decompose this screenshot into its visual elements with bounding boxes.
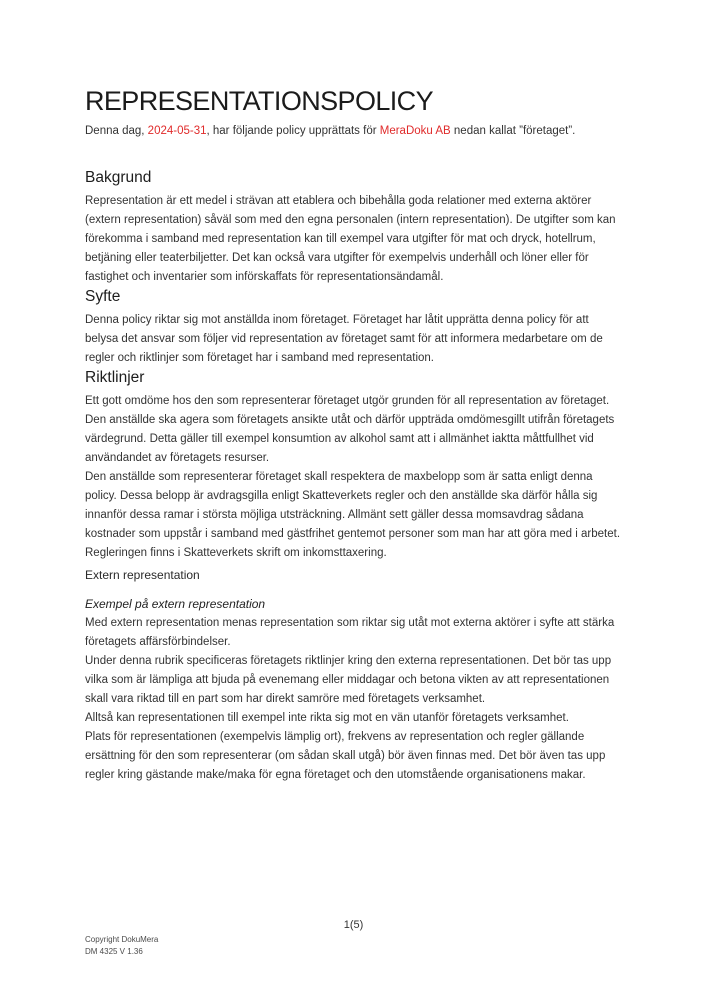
intro-text-3: nedan kallat ”företaget”. — [450, 125, 576, 137]
paragraph: Under denna rubrik specificeras företagets riktlinjer kring den externa representationen. Det bör tas upp vilka som är lämpliga att bjuda på evenemang eller middagar och betona vikten av att representationen skall vara riktad till en part som har direkt samröre med företagets verksamhet. — [85, 655, 612, 705]
document-page — [85, 86, 622, 785]
intro-line — [85, 122, 622, 141]
paragraph: Med extern representation menas representation som riktar sig utåt mot externa aktörer i syfte att stärka företagets affärsförbindelser. — [85, 617, 615, 648]
paragraph: Plats för representationen (exempelvis lämplig ort), frekvens av representation och regler gällande ersättning för den som representerar (om sådan skall utgå) bör även finnas med. Det bör även tas upp regler kring gästande make/maka för egna företaget och den utomstående organisationens makar. — [85, 731, 606, 781]
intro-text-1: Denna dag, — [85, 125, 148, 137]
document-title: REPRESENTATIONSPOLICY — [85, 86, 433, 116]
section-heading-bakgrund: Bakgrund — [85, 169, 152, 186]
subsection-heading-exempel: Exempel på extern representation — [85, 597, 266, 611]
intro-date: 2024-05-31 — [147, 125, 207, 137]
section-heading-syfte: Syfte — [85, 288, 121, 305]
copyright-line: Copyright DokuMera — [85, 935, 159, 944]
page-number: 1(5) — [343, 919, 364, 931]
paragraph: Alltså kan representationen till exempel inte rikta sig mot en vän utanför företagets verksamhet. — [85, 712, 569, 724]
paragraph: Denna policy riktar sig mot anställda inom företaget. Företaget har låtit upprätta denna policy för att belysa det ansvar som följer vid representation av företaget samt för att informera medarbetare om de regler och riktlinjer som företaget har i samband med representation. — [85, 314, 603, 364]
paragraph: Ett gott omdöme hos den som representerar företaget utgör grunden för all representation av företaget. Den anställde ska agera som företagets ansikte utåt och därför uppträda omdömesgillt utifrån företagets värdegrund. Detta gäller till exempel konsumtion av alkohol samt att i allmänhet iaktta måttfullhet vid användandet av företagets resurser. — [85, 395, 615, 464]
paragraph: Den anställde som representerar företaget skall respektera de maxbelopp som är satta enligt denna policy. Dessa belopp är avdragsgilla enligt Skatteverkets regler och den anställde ska därför hålla sig innanför dessa ramar i största möjliga utsträckning. Allmänt sett gäller dessa momsavdrag sådana kostnader som uppstår i samband med gästfrihet gentemot personer som man har att göra med i arbetet. Regleringen finns i Skatteverkets skrift om inkomsttaxering. — [85, 471, 621, 559]
copyright-block — [85, 934, 158, 957]
document-version-line: DM 4325 V 1.36 — [85, 946, 143, 956]
intro-text-2: , har följande policy upprättats för — [206, 125, 380, 137]
paragraph: Representation är ett medel i strävan att etablera och bibehålla goda relationer med externa aktörer (extern representation) såväl som med den egna personalen (intern representation). De utgifter som kan förekomma i samband med representation kan till exempel vara utgifter för mat och dryck, hotellrum, betjäning eller teaterbiljetter. Det kan också vara utgifter för exempelvis underhåll och löner eller för fastighet och inventarier som införskaffats för representationsändamål. — [85, 195, 616, 283]
subsection-heading-extern-representation: Extern representation — [85, 568, 200, 582]
section-heading-riktlinjer: Riktlinjer — [85, 369, 145, 386]
intro-company-name: MeraDoku AB — [379, 125, 451, 137]
